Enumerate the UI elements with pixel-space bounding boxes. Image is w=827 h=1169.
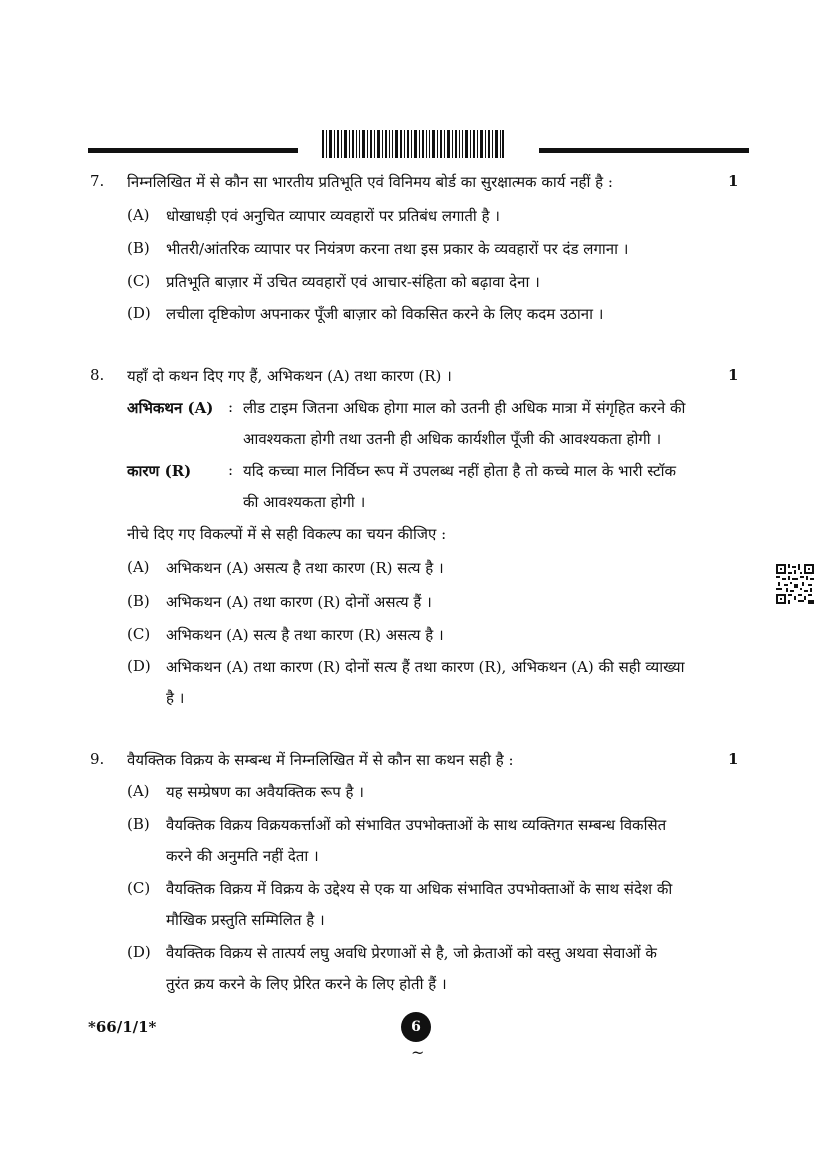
option-letter: (C) bbox=[127, 272, 151, 290]
option-letter: (A) bbox=[127, 206, 150, 224]
barcode-icon bbox=[322, 130, 504, 158]
question-marks: 1 bbox=[728, 366, 739, 384]
question-marks: 1 bbox=[728, 172, 739, 190]
option-letter: (B) bbox=[127, 815, 150, 833]
question-marks: 1 bbox=[728, 750, 739, 768]
option-text-continued: तुरंत क्रय करने के लिए प्रेरित करने के लिए होती हैं । bbox=[166, 975, 447, 993]
question-number: 9. bbox=[90, 750, 105, 768]
option-letter: (C) bbox=[127, 879, 151, 897]
assertion-colon: : bbox=[228, 398, 234, 416]
question-text: यहाँ दो कथन दिए गए हैं, अभिकथन (A) तथा कारण (R) । bbox=[127, 367, 452, 385]
option-letter: (C) bbox=[127, 625, 151, 643]
option-text-continued: करने की अनुमति नहीं देता । bbox=[166, 847, 319, 865]
option-text: अभिकथन (A) तथा कारण (R) दोनों असत्य हैं । bbox=[166, 593, 432, 611]
option-text: लचीला दृष्टिकोण अपनाकर पूँजी बाज़ार को विकसित करने के लिए कदम उठाना । bbox=[166, 305, 604, 323]
paper-code: *66/1/1* bbox=[88, 1018, 157, 1036]
question-number: 8. bbox=[90, 366, 105, 384]
assertion-text-line1: लीड टाइम जितना अधिक होगा माल को उतनी ही अधिक मात्रा में संगृहित करने की bbox=[243, 399, 686, 417]
question-text: निम्नलिखित में से कौन सा भारतीय प्रतिभूति एवं विनिमय बोर्ड का सुरक्षात्मक कार्य नहीं है : bbox=[127, 173, 613, 191]
reason-text-line2: की आवश्यकता होगी । bbox=[243, 493, 366, 511]
reason-label: कारण (R) bbox=[127, 462, 192, 480]
assertion-label: अभिकथन (A) bbox=[127, 399, 214, 417]
option-text-continued: है । bbox=[166, 689, 185, 707]
option-text-continued: मौखिक प्रस्तुति सम्मिलित है । bbox=[166, 911, 325, 929]
option-letter: (B) bbox=[127, 239, 150, 257]
footer-tilde: ~ bbox=[411, 1043, 425, 1062]
option-text: यह सम्प्रेषण का अवैयक्तिक रूप है । bbox=[166, 783, 364, 801]
reason-colon: : bbox=[228, 461, 234, 479]
option-text: वैयक्तिक विक्रय में विक्रय के उद्देश्य से एक या अधिक संभावित उपभोक्ताओं के साथ संदेश की bbox=[166, 880, 673, 898]
header-rule-right bbox=[539, 148, 749, 153]
question-text: वैयक्तिक विक्रय के सम्बन्ध में निम्नलिखित में से कौन सा कथन सही है : bbox=[127, 751, 514, 769]
option-text: वैयक्तिक विक्रय से तात्पर्य लघु अवधि प्रेरणाओं से है, जो क्रेताओं को वस्तु अथवा सेवाओं के bbox=[166, 944, 657, 962]
option-text: वैयक्तिक विक्रय विक्रयकर्त्ताओं को संभावित उपभोक्ताओं के साथ व्यक्तिगत सम्बन्ध विकसित bbox=[166, 816, 667, 834]
option-letter: (B) bbox=[127, 592, 150, 610]
instruction-text: नीचे दिए गए विकल्पों में से सही विकल्प का चयन कीजिए : bbox=[127, 525, 447, 543]
option-text: अभिकथन (A) सत्य है तथा कारण (R) असत्य है । bbox=[166, 626, 444, 644]
header-rule-left bbox=[88, 148, 298, 153]
question-number: 7. bbox=[90, 172, 105, 190]
qr-code-icon bbox=[776, 564, 814, 604]
option-letter: (D) bbox=[127, 943, 151, 961]
option-letter: (A) bbox=[127, 782, 150, 800]
option-letter: (A) bbox=[127, 558, 150, 576]
option-text: धोखाधड़ी एवं अनुचित व्यापार व्यवहारों पर प्रतिबंध लगाती है । bbox=[166, 207, 500, 225]
reason-text-line1: यदि कच्चा माल निर्विघ्न रूप में उपलब्ध नहीं होता है तो कच्चे माल के भारी स्टॉक bbox=[243, 462, 677, 480]
option-text: भीतरी/आंतरिक व्यापार पर नियंत्रण करना तथा इस प्रकार के व्यवहारों पर दंड लगाना । bbox=[166, 240, 629, 258]
option-text: अभिकथन (A) तथा कारण (R) दोनों सत्य हैं तथा कारण (R), अभिकथन (A) की सही व्याख्या bbox=[166, 658, 685, 676]
assertion-text-line2: आवश्यकता होगी तथा उतनी ही अधिक कार्यशील पूँजी की आवश्यकता होगी । bbox=[243, 430, 662, 448]
page-number: 6 bbox=[401, 1012, 431, 1042]
option-letter: (D) bbox=[127, 304, 151, 322]
option-letter: (D) bbox=[127, 657, 151, 675]
option-text: प्रतिभूति बाज़ार में उचित व्यवहारों एवं आचार-संहिता को बढ़ावा देना । bbox=[166, 273, 540, 291]
option-text: अभिकथन (A) असत्य है तथा कारण (R) सत्य है । bbox=[166, 559, 444, 577]
